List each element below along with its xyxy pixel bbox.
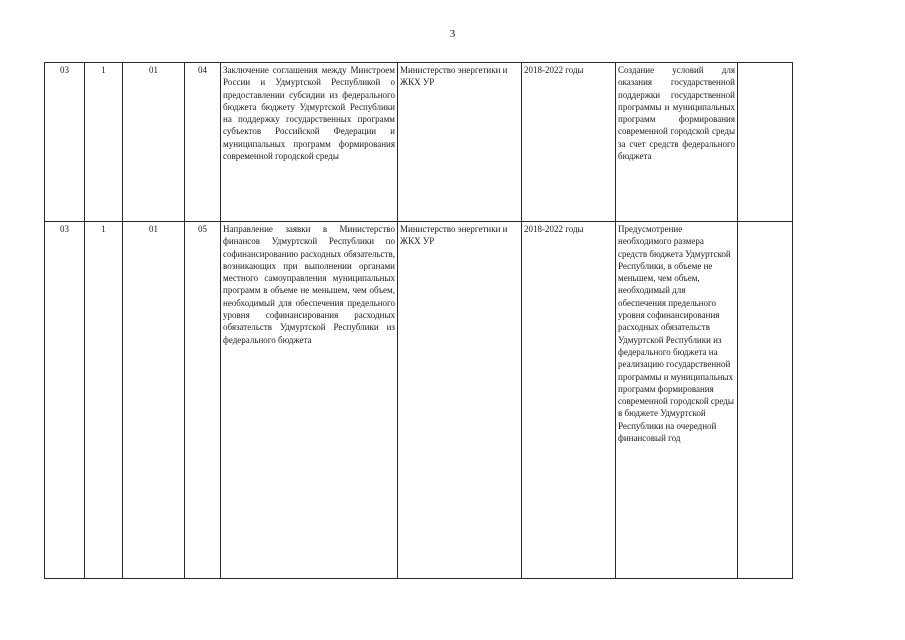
action-cell: Заключение соглашения между Минстроем России и Удмуртской Республикой о предоставлении субсидии из федерального бюджета бюджету Удмуртской Республики на поддержку государственных программ субъектов Российской Федерации и муниципальных программ формирования современной городской среды (221, 63, 398, 222)
measures-table (44, 62, 793, 579)
executor-cell: Министерство энергетики и ЖКХ УР (398, 63, 522, 222)
page-number: 3 (449, 28, 456, 40)
code-measure-cell: 05 (185, 222, 221, 579)
code-measure-cell: 04 (185, 63, 221, 222)
code-main-measure-cell: 01 (123, 222, 185, 579)
period-cell: 2018-2022 годы (522, 63, 616, 222)
note-cell (738, 63, 793, 222)
code-gp-cell: 03 (45, 63, 85, 222)
code-gp-cell: 03 (45, 222, 85, 579)
note-cell (738, 222, 793, 579)
action-cell: Направление заявки в Министерство финансов Удмуртской Республики по софинансированию расходных обязательств, возникающих при выполнении органами местного самоуправления муниципальных программ в объеме не меньшем, чем объем, необходимый для обеспечения предельного уровня софинансирования расходных обязательств Удмуртской Республики из федерального бюджета (221, 222, 398, 579)
executor-cell: Министерство энергетики и ЖКХ УР (398, 222, 522, 579)
code-main-measure-cell: 01 (123, 63, 185, 222)
result-cell: Предусмотрение необходимого размера средств бюджета Удмуртской Республики, в объеме не меньшем, чем объем, необходимый для обеспечения предельного уровня софинансирования расходных обязательств Удмуртской Республики из федерального бюджета на реализацию государственной программы и муниципальных программ формирования современной городской среды в бюджете Удмуртской Республики на очередной финансовый год (616, 222, 738, 579)
code-subprogram-cell: 1 (85, 63, 123, 222)
code-subprogram-cell: 1 (85, 222, 123, 579)
table-row (45, 63, 793, 222)
period-cell: 2018-2022 годы (522, 222, 616, 579)
result-cell: Создание условий для оказания государственной поддержки государственной программы и муниципальных программ формирования современной городской среды за счет средств федерального бюджета (616, 63, 738, 222)
table-row (45, 222, 793, 579)
